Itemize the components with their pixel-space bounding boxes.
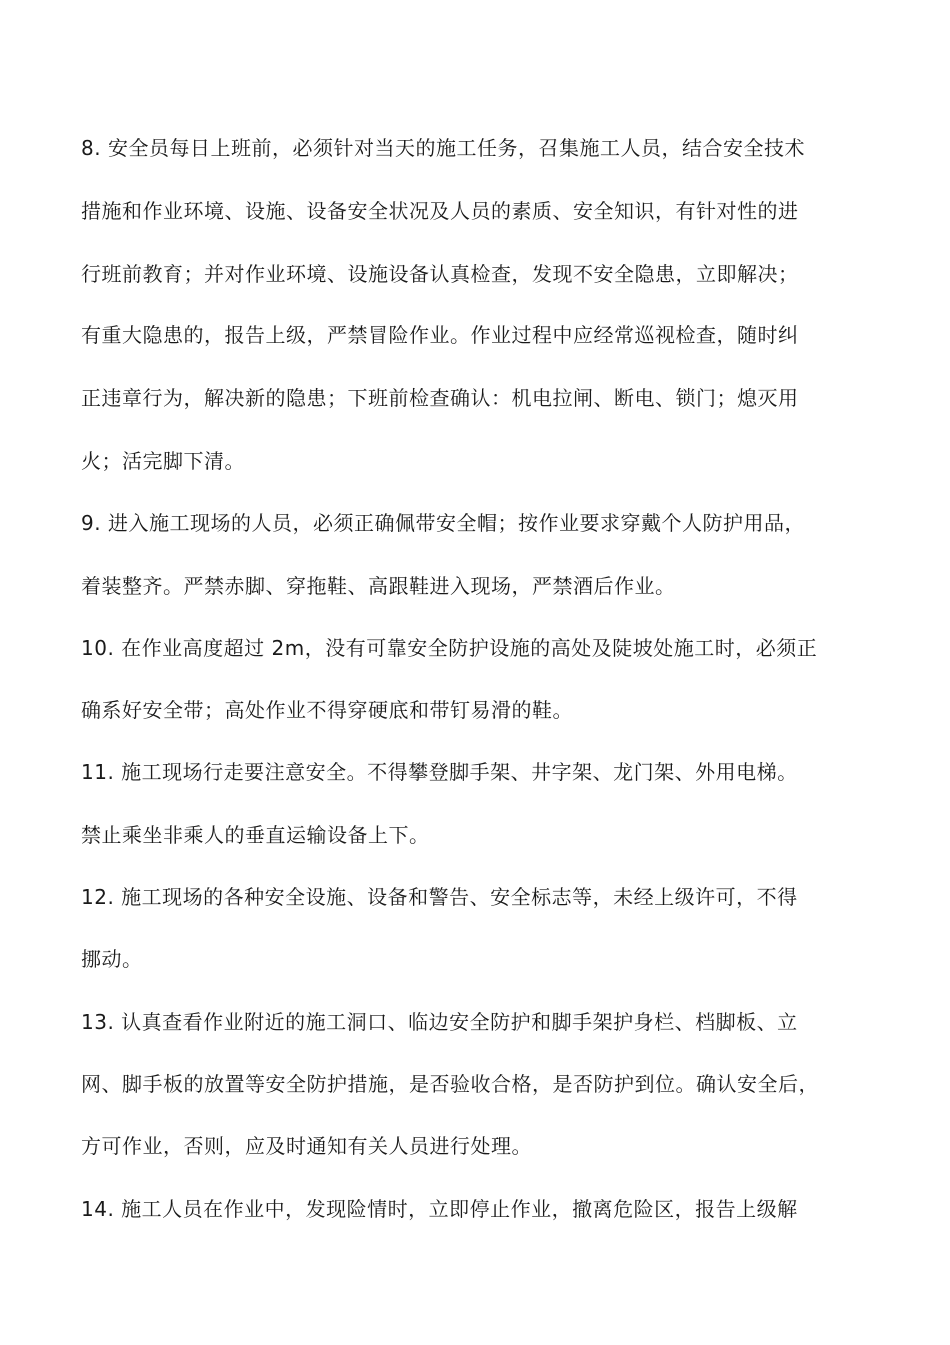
text-line: 9. 进入施工现场的人员，必须正确佩带安全帽；按作业要求穿戴个人防护用品， [81,511,805,535]
text-line: 着装整齐。严禁赤脚、穿拖鞋、高跟鞋进入现场，严禁酒后作业。 [81,574,676,598]
text-line: 11. 施工现场行走要注意安全。不得攀登脚手架、井字架、龙门架、外用电梯。 [81,760,798,784]
text-line: 网、脚手板的放置等安全防护措施，是否验收合格，是否防护到位。确认安全后， [81,1072,819,1096]
text-line: 有重大隐患的，报告上级，严禁冒险作业。作业过程中应经常巡视检查，随时纠 [81,323,799,347]
text-line: 14. 施工人员在作业中，发现险情时，立即停止作业，撤离危险区，报告上级解 [81,1197,798,1221]
text-line: 12. 施工现场的各种安全设施、设备和警告、安全标志等，未经上级许可，不得 [81,885,798,909]
text-line: 10. 在作业高度超过 2m，没有可靠安全防护设施的高处及陡坡处施工时，必须正 [81,636,818,660]
text-line: 行班前教育；并对作业环境、设施设备认真检查，发现不安全隐患，立即解决； [81,262,799,286]
text-line: 8. 安全员每日上班前，必须针对当天的施工任务，召集施工人员，结合安全技术 [81,136,805,160]
text-line: 正违章行为，解决新的隐患；下班前检查确认：机电拉闸、断电、锁门；熄灭用 [81,386,799,410]
text-line: 禁止乘坐非乘人的垂直运输设备上下。 [81,823,430,847]
text-line: 火；活完脚下清。 [81,449,245,473]
text-line: 措施和作业环境、设施、设备安全状况及人员的素质、安全知识，有针对性的进 [81,199,799,223]
text-line: 挪动。 [81,947,143,971]
text-line: 方可作业，否则，应及时通知有关人员进行处理。 [81,1134,532,1158]
text-line: 13. 认真查看作业附近的施工洞口、临边安全防护和脚手架护身栏、档脚板、立 [81,1010,798,1034]
text-line: 确系好安全带；高处作业不得穿硬底和带钉易滑的鞋。 [81,698,573,722]
